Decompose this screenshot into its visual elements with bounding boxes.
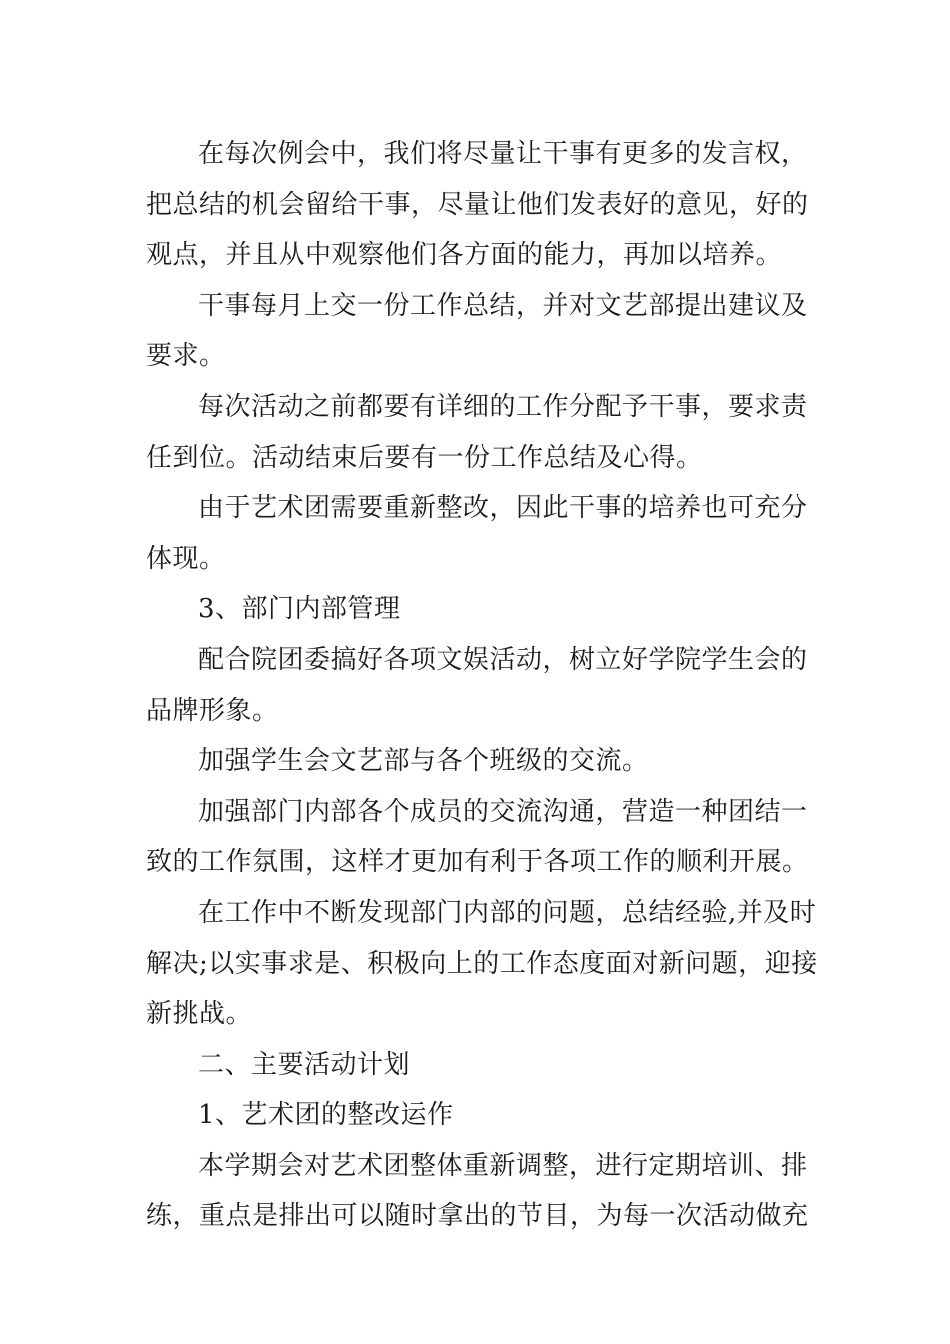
text-line: 本学期会对艺术团整体重新调整，进行定期培训、排 [198,1150,808,1181]
document-body [146,129,818,1242]
text-line: 干事每月上交一份工作总结，并对文艺部提出建议及 [198,290,808,321]
text-line: 配合院团委搞好各项文娱活动，树立好学院学生会的 [198,644,808,675]
text-line: 每次活动之前都要有详细的工作分配予干事，要求责 [198,391,808,422]
section-heading: 3、部门内部管理 [198,594,401,625]
section-heading: 二、主要活动计划 [198,1049,411,1080]
text-line: 致的工作氛围，这样才更加有利于各项工作的顺利开展。 [146,847,809,878]
text-line: 练，重点是排出可以随时拿出的节目，为每一次活动做充 [146,1201,809,1232]
text-line: 要求。 [146,341,226,372]
text-line: 在工作中不断发现部门内部的问题，总结经验,并及时 [198,897,817,928]
text-line: 任到位。活动结束后要有一份工作总结及心得。 [146,442,703,473]
text-line: 加强部门内部各个成员的交流沟通，营造一种团结一 [198,796,808,827]
text-line: 体现。 [146,543,226,574]
text-line: 解决;以实事求是、积极向上的工作态度面对新问题，迎接 [146,948,818,979]
text-line: 新挑战。 [146,999,253,1030]
text-line: 把总结的机会留给干事，尽量让他们发表好的意见，好的 [146,189,809,220]
text-line: 由于艺术团需要重新整改，因此干事的培养也可充分 [198,493,808,524]
text-line: 品牌形象。 [146,695,279,726]
text-line: 观点，并且从中观察他们各方面的能力，再加以培养。 [146,240,783,271]
section-heading: 1、艺术团的整改运作 [198,1100,454,1131]
text-line: 加强学生会文艺部与各个班级的交流。 [198,746,649,777]
text-line: 在每次例会中，我们将尽量让干事有更多的发言权， [198,139,808,169]
